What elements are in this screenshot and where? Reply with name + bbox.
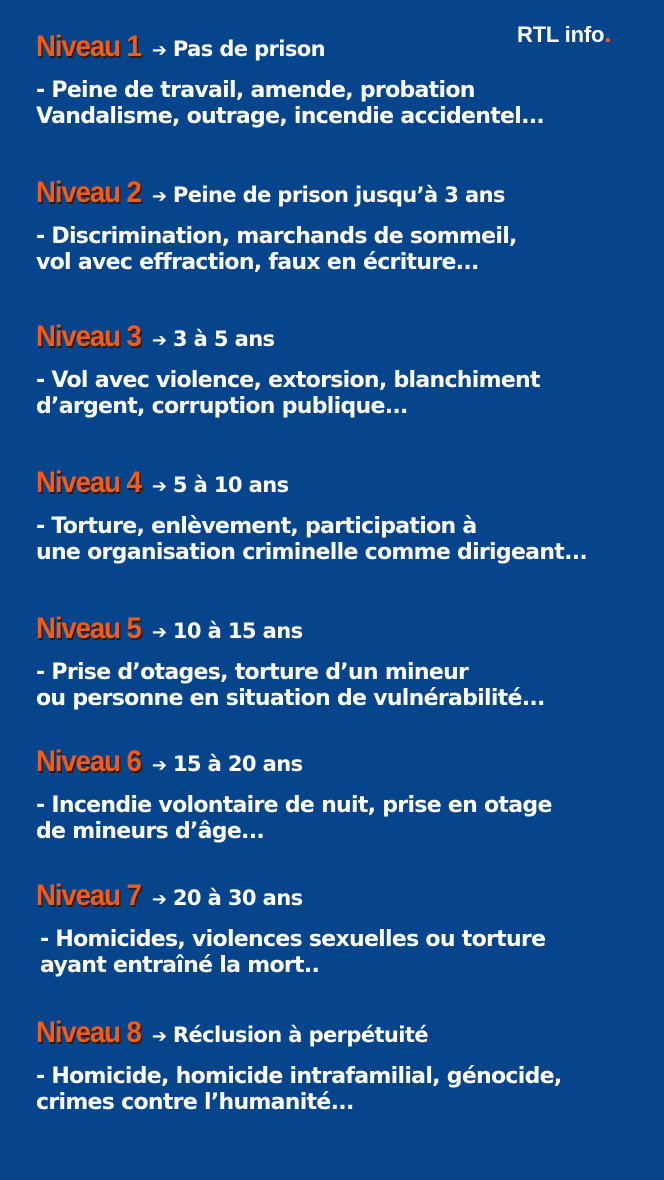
logo-dot-icon: . <box>604 18 612 48</box>
level-label: Niveau 8 <box>36 1016 141 1049</box>
offense-line: - Prise d’otages, torture d’un mineur <box>36 660 469 685</box>
offense-line: Vandalisme, outrage, incendie accidentel... <box>36 104 545 129</box>
level-6-section <box>36 745 654 845</box>
offense-line: une organisation criminelle comme dirigeant... <box>36 540 588 565</box>
sentence-range: 20 à 30 ans <box>172 886 303 910</box>
arrow-right-icon: ➔ <box>151 40 167 61</box>
offense-examples <box>36 368 654 420</box>
offense-line: - Incendie volontaire de nuit, prise en otage <box>36 793 552 818</box>
offense-line: crimes contre l’humanité... <box>36 1090 354 1115</box>
level-8-section <box>36 1016 654 1116</box>
arrow-right-icon: ➔ <box>151 330 167 351</box>
offense-examples <box>36 514 654 566</box>
sentence-range: 15 à 20 ans <box>172 752 303 776</box>
offense-examples <box>36 1064 654 1116</box>
offense-examples <box>36 78 654 130</box>
offense-line: - Discrimination, marchands de sommeil, <box>36 224 517 249</box>
level-5-section <box>36 612 654 712</box>
offense-line: ou personne en situation de vulnérabilité... <box>36 686 545 711</box>
offense-line: - Vol avec violence, extorsion, blanchiment <box>36 368 540 393</box>
level-label: Niveau 2 <box>36 176 141 209</box>
level-label: Niveau 7 <box>36 879 141 912</box>
offense-examples <box>36 793 654 845</box>
arrow-right-icon: ➔ <box>151 186 167 207</box>
offense-line: - Homicides, violences sexuelles ou torture <box>40 927 546 952</box>
sentence-range: 3 à 5 ans <box>172 327 275 351</box>
arrow-right-icon: ➔ <box>151 622 167 643</box>
logo-text: RTL info <box>517 22 605 47</box>
offense-line: - Torture, enlèvement, participation à <box>36 514 477 539</box>
sentence-range: 10 à 15 ans <box>172 619 303 643</box>
level-4-section <box>36 466 654 566</box>
level-2-section <box>36 176 654 276</box>
level-label: Niveau 4 <box>36 466 141 499</box>
offense-line: de mineurs d’âge... <box>36 819 265 844</box>
offense-line: ayant entraîné la mort.. <box>40 953 320 978</box>
arrow-right-icon: ➔ <box>151 1026 167 1047</box>
level-label: Niveau 5 <box>36 612 141 645</box>
sentence-range: Peine de prison jusqu’à 3 ans <box>172 183 505 207</box>
offense-examples <box>36 224 654 276</box>
offense-line: d’argent, corruption publique... <box>36 394 408 419</box>
offense-examples <box>36 660 654 712</box>
level-label: Niveau 6 <box>36 745 141 778</box>
sentence-range: 5 à 10 ans <box>172 473 289 497</box>
arrow-right-icon: ➔ <box>151 476 167 497</box>
level-label: Niveau 1 <box>36 30 141 63</box>
offense-line: vol avec effraction, faux en écriture... <box>36 250 479 275</box>
level-1-section <box>36 30 654 130</box>
sentence-range: Pas de prison <box>172 37 325 61</box>
offense-examples <box>40 927 654 979</box>
level-7-section <box>36 879 654 979</box>
level-3-section <box>36 320 654 420</box>
level-label: Niveau 3 <box>36 320 141 353</box>
offense-line: - Peine de travail, amende, probation <box>36 78 475 103</box>
arrow-right-icon: ➔ <box>151 755 167 776</box>
arrow-right-icon: ➔ <box>151 889 167 910</box>
offense-line: - Homicide, homicide intrafamilial, génocide, <box>36 1064 562 1089</box>
sentence-range: Réclusion à perpétuité <box>172 1023 428 1047</box>
